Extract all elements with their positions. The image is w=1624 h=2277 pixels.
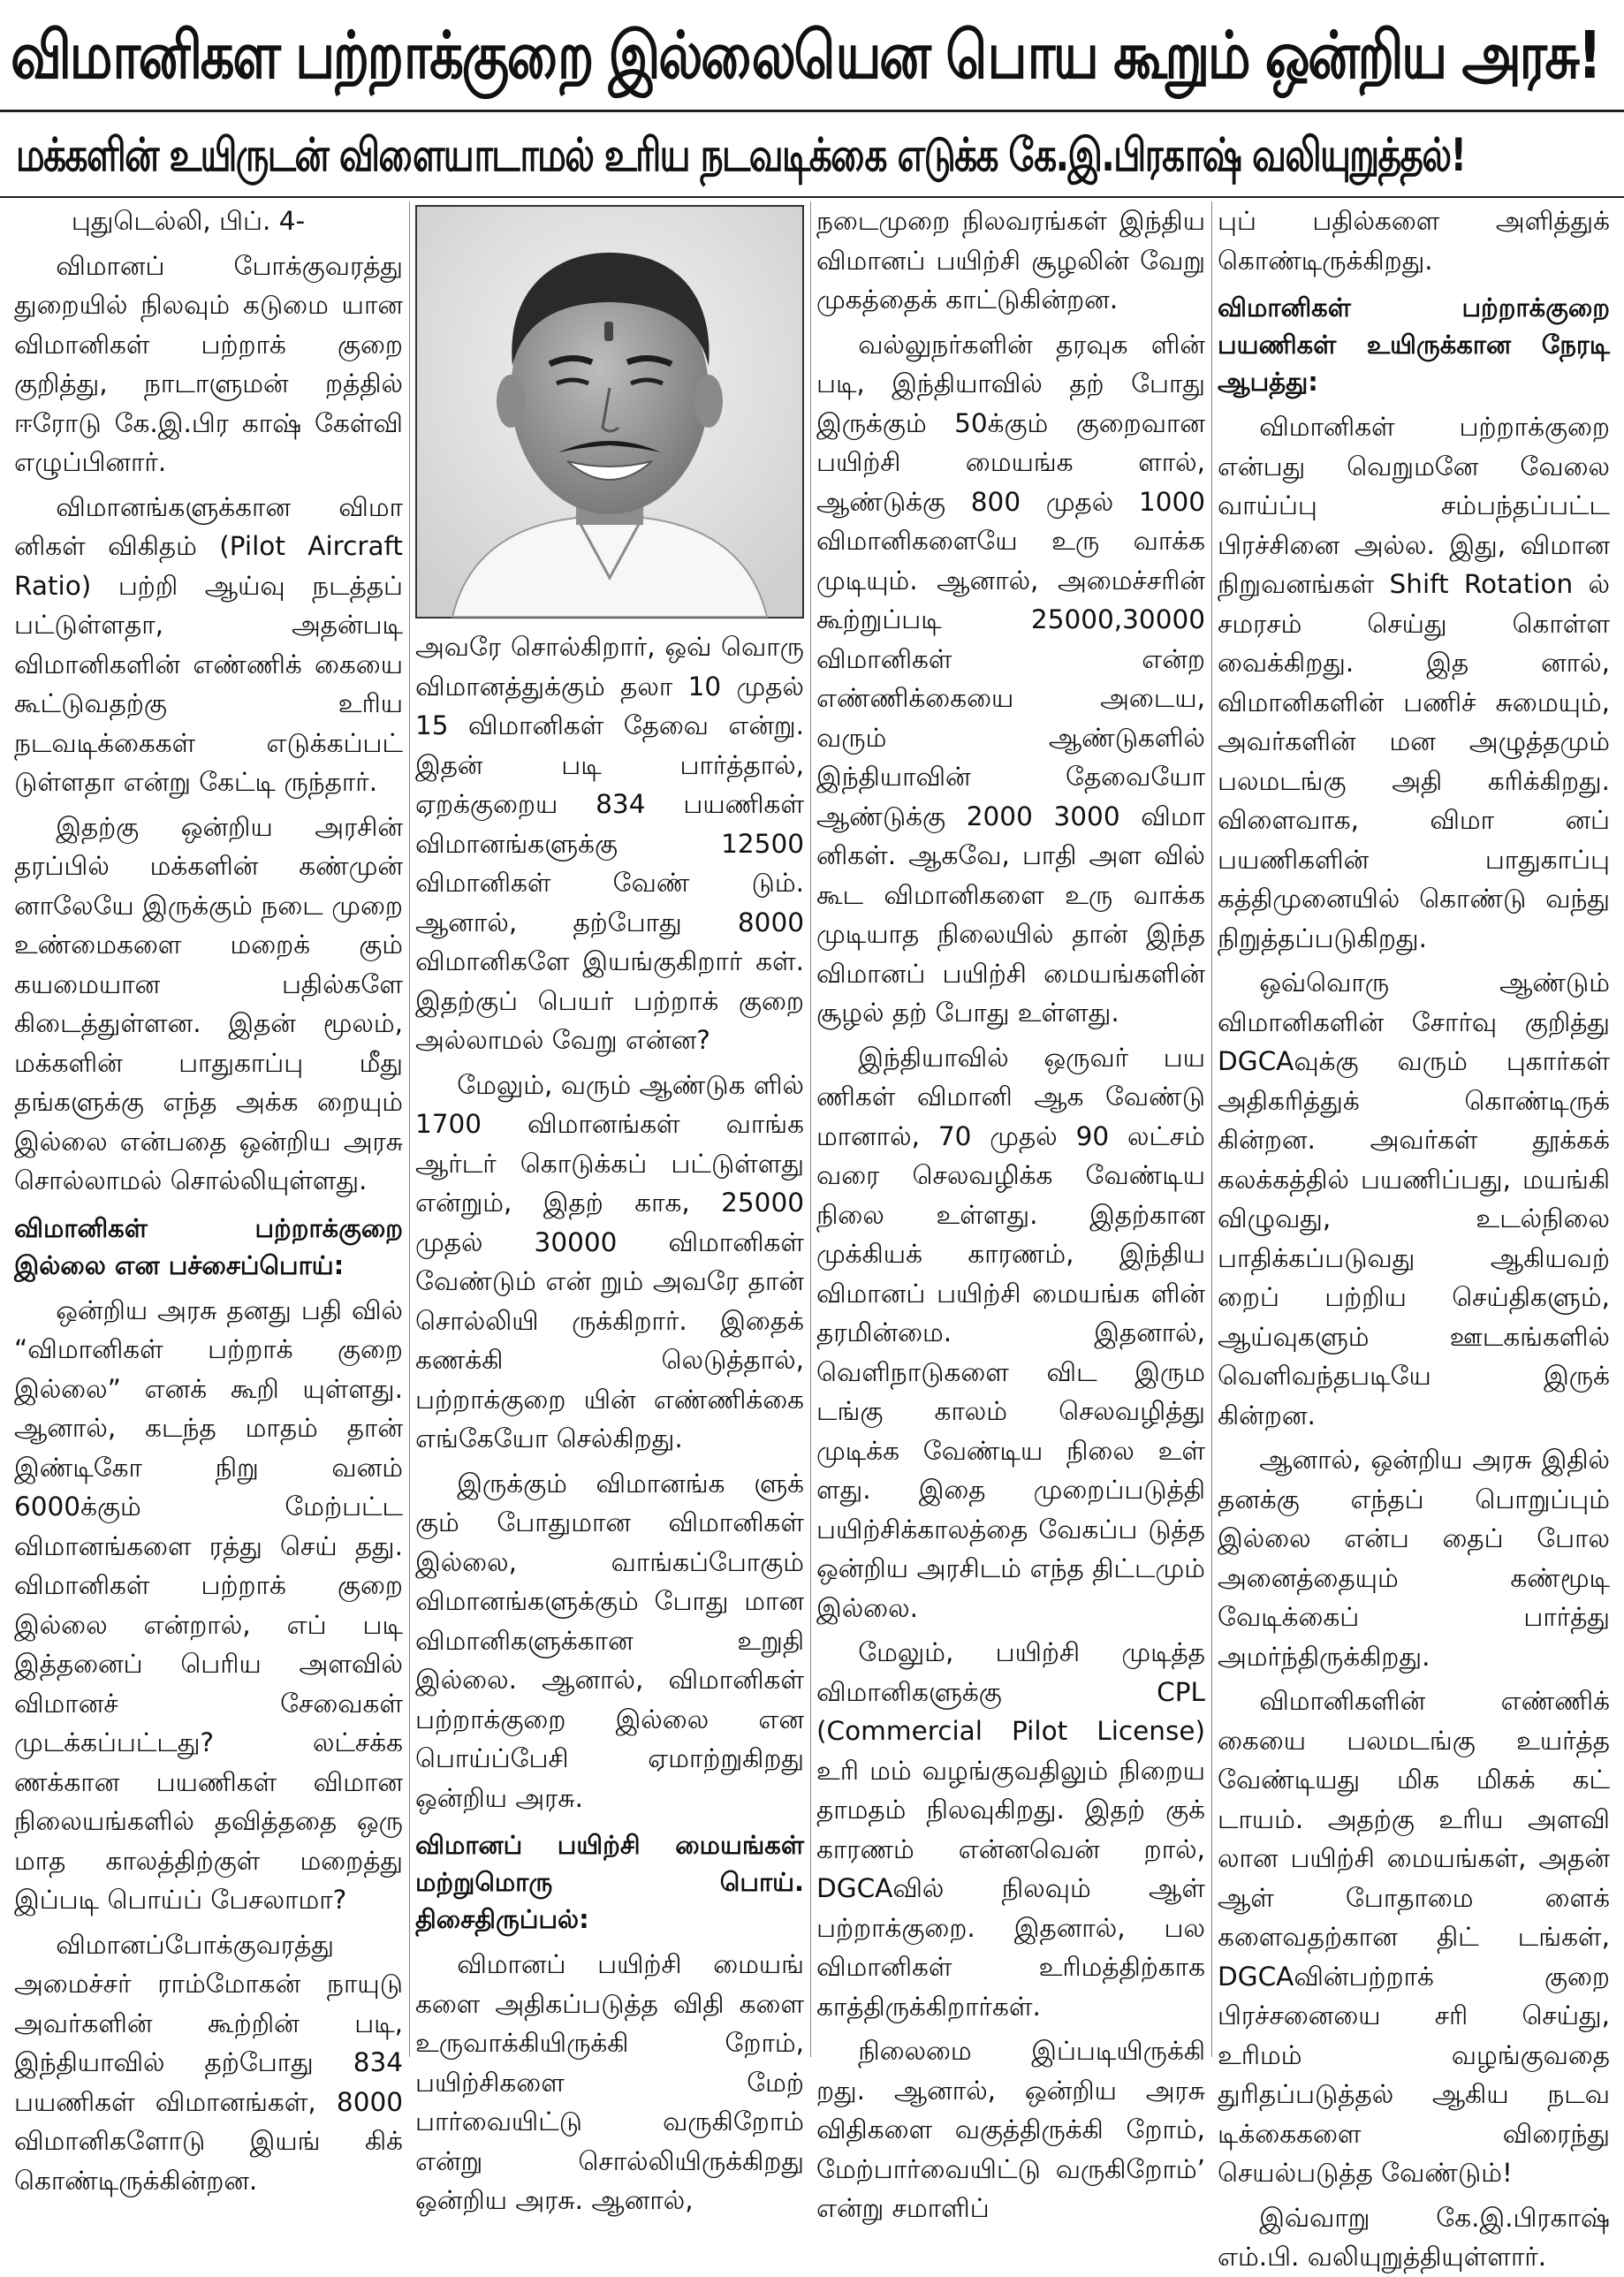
paragraph: நிலைமை இப்படியிருக்கி றது. ஆனால், ஒன்றிய அரசு விதிகளை வகுத்திருக்கி றோம், மேற்பார்வையிட்டு வருகிறோம்’ என்று சமாளிப்	[816, 2036, 1205, 2223]
paragraph: ஒன்றிய அரசு தனது பதி வில் “விமானிகள் பற்றாக் குறை இல்லை” எனக் கூறி யுள்ளது. ஆனால், கடந்த மாதம் தான் இண்டிகோ நிறு வனம் 6000க்கும் மேற்பட்ட விமானங்களை ரத்து செய் தது. விமானிகள் பற்றாக் குறை இல்லை என்றால், எப் படி இத்தனைப் பெரிய அளவில் விமானச் சேவைகள் முடக்கப்பட்டது? லட்சக்க ணக்கான பயணிகள் விமான நிலையங்களில் தவித்ததை ஒரு மாத காலத்திற்குள் மறைத்து இப்படி பொய்ப் பேசலாமா?	[14, 1294, 403, 1915]
column-divider	[1211, 201, 1212, 2057]
paragraph: இந்தியாவில் ஒருவர் பய ணிகள் விமானி ஆக வேண்டு மானால், 70 முதல் 90 லட்சம் வரை செலவழிக்க வேண்டிய நிலை உள்ளது. இதற்கான முக்கியக் காரணம், இந்திய விமானப் பயிற்சி மையங்க ளின் தரமின்மை. இதனால், வெளிநாடுகளை விட இரும டங்கு காலம் செலவழித்து முடிக்க வேண்டிய நிலை உள் ளது. இதை முறைப்படுத்தி பயிற்சிக்காலத்தை வேகப்ப டுத்த ஒன்றிய அரசிடம் எந்த திட்டமும் இல்லை.	[816, 1042, 1205, 1623]
paragraph: இதற்கு ஒன்றிய அரசின் தரப்பில் மக்களின் கண்முன் னாலேயே இருக்கும் நடை முறை உண்மைகளை மறைக் கும் கயமையான பதில்களே கிடைத்துள்ளன. இதன் மூலம், மக்களின் பாதுகாப்பு மீது தங்களுக்கு எந்த அக்க றையும் இல்லை என்பதை ஒன்றிய அரசு சொல்லாமல் சொல்லியுள்ளது.	[14, 811, 403, 1195]
subheadline: மக்களின் உயிருடன் விளையாடாமல் உரிய நடவடிக்கை எடுக்க கே.இ.பிரகாஷ் வலியுறுத்தல்!	[16, 129, 1466, 182]
paragraph: விமானங்களுக்கான விமா னிகள் விகிதம் (Pilot Aircraft Ratio) பற்றி ஆய்வு நடத்தப் பட்டுள்ளதா, அதன்படி விமானிகளின் எண்ணிக் கையை கூட்டுவதற்கு உரிய நடவடிக்கைகள் எடுக்கப்பட் டுள்ளதா என்று கேட்டி ருந்தார்.	[14, 491, 403, 797]
headline: விமானிகள பற்றாக்குறை இல்லையென பொய கூறும் ஒன்றிய அரசு!	[11, 18, 1600, 94]
paragraph: வல்லுநர்களின் தரவுக ளின் படி, இந்தியாவில் தற் போது இருக்கும் 50க்கும் குறைவான பயிற்சி மையங்க ளால், ஆண்டுக்கு 800 முதல் 1000 விமானிகளையே உரு வாக்க முடியும். ஆனால், அமைச்சரின் கூற்றுப்படி 25000,30000 விமானிகள் என்ற எண்ணிக்கையை அடைய, வரும் ஆண்டுகளில் இந்தியாவின் தேவையோ ஆண்டுக்கு 2000 3000 விமா னிகள். ஆகவே, பாதி அள வில் கூட விமானிகளை உரு வாக்க முடியாத நிலையில் தான் இந்த விமானப் பயிற்சி மையங்களின் சூழல் தற் போது உள்ளது.	[816, 329, 1205, 1028]
paragraph: இவ்வாறு கே.இ.பிரகாஷ் எம்.பி. வலியுறுத்தியுள்ளார்.	[1218, 2202, 1610, 2272]
column-2	[415, 627, 804, 2215]
column-3	[816, 201, 1205, 2223]
section-heading: விமானப் பயிற்சி மையங்கள் மற்றுமொரு பொய். திசைதிருப்பல்:	[415, 1830, 804, 1934]
subheadline-rule	[0, 196, 1624, 198]
column-4	[1218, 201, 1610, 2272]
paragraph: இருக்கும் விமானங்க ளுக் கும் போதுமான விமானிகள் இல்லை, வாங்கப்போகும் விமானங்களுக்கும் போது மான விமானிகளுக்கான உறுதி இல்லை. ஆனால், விமானிகள் பற்றாக்குறை இல்லை என பொய்ப்பேசி ஏமாற்றுகிறது ஒன்றிய அரசு.	[415, 1468, 804, 1813]
paragraph: மேலும், பயிற்சி முடித்த விமானிகளுக்கு CPL (Commercial Pilot License) உரி மம் வழங்குவதிலும் நிறைய தாமதம் நிலவுகிறது. இதற் குக் காரணம் என்னவென் றால், DGCAவில் நிலவும் ஆள் பற்றாக்குறை. இதனால், பல விமானிகள் உரிமத்திற்காக காத்திருக்கிறார்கள்.	[816, 1637, 1205, 2022]
column-divider	[810, 201, 811, 2057]
column-1	[14, 201, 403, 2196]
paragraph: அவரே சொல்கிறார், ஒவ் வொரு விமானத்துக்கும் தலா 10 முதல் 15 விமானிகள் தேவை என்று. இதன் படி பார்த்தால், ஏறக்குறைய 834 பயணிகள் விமானங்களுக்கு 12500 விமானிகள் வேண் டும். ஆனால், தற்போது 8000 விமானிகளே இயங்குகிறார் கள். இதற்குப் பெயர் பற்றாக் குறை அல்லாமல் வேறு என்ன?	[415, 632, 804, 1055]
person-portrait-icon	[417, 207, 802, 617]
portrait-photo	[415, 205, 804, 619]
paragraph: ஆனால், ஒன்றிய அரசு இதில் தனக்கு எந்தப் பொறுப்பும் இல்லை என்ப தைப் போல அனைத்தையும் கண்மூடி வேடிக்கைப் பார்த்து அமர்ந்திருக்கிறது.	[1218, 1445, 1610, 1672]
paragraph: நடைமுறை நிலவரங்கள் இந்திய விமானப் பயிற்சி சூழலின் வேறு முகத்தைக் காட்டுகின்றன.	[816, 206, 1205, 315]
paragraph: விமானிகள் பற்றாக்குறை என்பது வெறுமனே வேலை வாய்ப்பு சம்பந்தப்பட்ட பிரச்சினை அல்ல. இது, விமான நிறுவனங்கள் Shift Rotation ல் சமரசம் செய்து கொள்ள வைக்கிறது. இத னால், விமானிகளின் பணிச் சுமையும், அவர்களின் மன அழுத்தமும் பலமடங்கு அதி கரிக்கிறது. விளைவாக, விமா னப் பயணிகளின் பாதுகாப்பு கத்திமுனையில் கொண்டு வந்து நிறுத்தப்படுகிறது.	[1218, 412, 1610, 953]
paragraph: மேலும், வரும் ஆண்டுக ளில் 1700 விமானங்கள் வாங்க ஆர்டர் கொடுக்கப் பட்டுள்ளது என்றும், இதற் காக, 25000 முதல் 30000 விமானிகள் வேண்டும் என் றும் அவரே தான் சொல்லியி ருக்கிறார். இதைக் கணக்கி லெடுத்தால், பற்றாக்குறை யின் எண்ணிக்கை எங்கேயோ செல்கிறது.	[415, 1069, 804, 1453]
paragraph: ஒவ்வொரு ஆண்டும் விமானிகளின் சோர்வு குறித்து DGCAவுக்கு வரும் புகார்கள் அதிகரித்துக் கொண்டிருக் கின்றன. அவர்கள் தூக்கக் கலக்கத்தில் பயணிப்பது, மயங்கி விழுவது, உடல்நிலை பாதிக்கப்படுவது ஆகியவற் றைப் பற்றிய செய்திகளும், ஆய்வுகளும் ஊடகங்களில் வெளிவந்தபடியே இருக் கின்றன.	[1218, 968, 1610, 1431]
headline-rule	[0, 110, 1624, 112]
column-divider	[409, 201, 410, 2057]
paragraph: விமானிகளின் எண்ணிக் கையை பலமடங்கு உயர்த்த வேண்டியது மிக மிகக் கட் டாயம். அதற்கு உரிய அளவி லான பயிற்சி மையங்கள், அதன் ஆள் போதாமை ளைக் களைவதற்கான திட் டங்கள், DGCAவின்பற்றாக் குறை பிரச்சனையை சரி செய்து, உரிமம் வழங்குவதை துரிதப்படுத்தல் ஆகிய நடவ டிக்கைகளை விரைந்து செயல்படுத்த வேண்டும்!	[1218, 1686, 1610, 2188]
section-heading: விமானிகள் பற்றாக்குறை பயணிகள் உயிருக்கான நேரடி ஆபத்து:	[1218, 292, 1610, 397]
paragraph: விமானப்போக்குவரத்து அமைச்சர் ராம்மோகன் நாயுடு அவர்களின் கூற்றின் படி, இந்தியாவில் தற்போது 834 பயணிகள் விமானங்கள், 8000 விமானிகளோடு இயங் கிக் கொண்டிருக்கின்றன.	[14, 1929, 403, 2196]
paragraph: புப் பதில்களை அளித்துக் கொண்டிருக்கிறது.	[1218, 206, 1610, 276]
dateline: புதுடெல்லி, பிப். 4-	[71, 206, 306, 236]
paragraph: விமானப் பயிற்சி மையங் களை அதிகப்படுத்த விதி களை உருவாக்கியிருக்கி றோம், பயிற்சிகளை மேற் பார்வையிட்டு வருகிறோம் என்று சொல்லியிருக்கிறது ஒன்றிய அரசு. ஆனால்,	[415, 1949, 804, 2215]
section-heading: விமானிகள் பற்றாக்குறை இல்லை என பச்சைப்பொய்:	[14, 1212, 403, 1280]
paragraph: விமானப் போக்குவரத்து துறையில் நிலவும் கடுமை யான விமானிகள் பற்றாக் குறை குறித்து, நாடாளுமன் றத்தில் ஈரோடு கே.இ.பிர காஷ் கேள்வி எழுப்பினார்.	[14, 250, 403, 477]
